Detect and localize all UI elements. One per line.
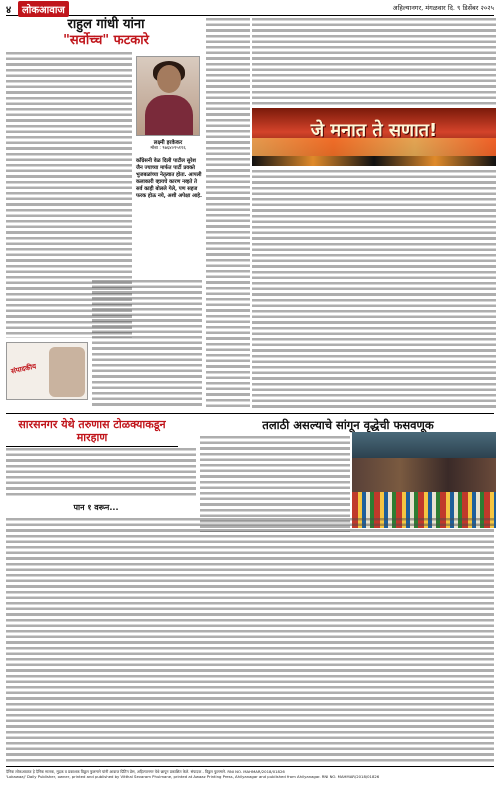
editorial-label: संपादकीय xyxy=(10,362,37,376)
footer-imprint xyxy=(6,766,494,779)
author-name: लक्ष्मी इरकेकर xyxy=(153,140,183,146)
lead-headline-line1: राहुल गांधी यांना xyxy=(67,17,145,32)
festival-banner xyxy=(252,108,496,156)
story2-headline: सारसनगर येथे तरुणास टोळक्याकडून मारहाण xyxy=(6,418,178,447)
right-lower-text-lines xyxy=(252,170,496,410)
banner-text: जे मनात ते सणात! xyxy=(310,120,438,141)
footer-line-english: 'Lokawaaj' Daily Publisher, owner, printed and published by Vitthal Sevaram Phulmane, printed at Awaaz Printing Press, Ahilyanagar and published from Ahilyanagar. RNI NO. MAHMAR/2018/01826 xyxy=(6,774,380,779)
masthead xyxy=(6,2,494,16)
footer-line-marathi: दैनिक लोकआवाज हे दैनिक मालक, मुद्रक व प्रकाशक विठ्ठल फुलमाने यांनी आवाज प्रिंटिंग प्रेस, अहिल्यानगर येथे छापून प्रकाशित केले. संपादक - विठ्ठल फुलमाने. RNI NO. MAHMAR/2018/01826 xyxy=(6,769,285,774)
middle-column-text-lines xyxy=(206,18,250,408)
author-photo xyxy=(136,56,200,136)
right-lower-text xyxy=(252,170,496,410)
lead-story-body-2 xyxy=(92,280,202,406)
page-number: ४ xyxy=(6,5,12,16)
right-top-text-lines xyxy=(252,18,496,106)
pull-quote: काँग्रेसनी वेळ दिली पाटील सुरेश जैन ज्याच्या मार्फत पार्टी प्रवक्ते भुजबळांच्या नेतृत्वात होता. आपली कलाकारी व्हायचे कारण नव्हते ते सर्व काही बोलले गेले, पण सहज फरक होऊ नये, अशी अपेक्षा आहे. xyxy=(136,158,202,199)
lead-headline-line2: "सर्वोच्च" फटकारे xyxy=(63,33,149,48)
banner-strip xyxy=(252,156,496,166)
continued-label: पान १ वरून... xyxy=(73,503,119,512)
story3-headline: तलाठी असल्याचे सांगून वृद्धेची फसवणूक xyxy=(262,418,434,432)
author-mobile: मोबा : ९७६४०९५११६ xyxy=(150,146,186,151)
lead-body-2-text-lines xyxy=(92,280,202,406)
right-top-text xyxy=(252,18,496,106)
lower-text-block xyxy=(6,518,494,762)
lead-headline xyxy=(6,17,206,49)
newspaper-logo: लोकआवाज xyxy=(18,1,69,17)
middle-column-text xyxy=(206,18,250,408)
editor-figure xyxy=(49,347,85,397)
story2-text-lines xyxy=(6,448,196,498)
story2-body xyxy=(6,448,196,498)
editorial-box xyxy=(6,342,88,400)
continued-box xyxy=(6,502,186,516)
section-divider xyxy=(6,413,494,414)
place-date: अहिल्यानगर, मंगळवार दि. ९ डिसेंबर २०२५ xyxy=(392,4,494,12)
lower-text-lines xyxy=(6,518,494,762)
story3-photo xyxy=(352,432,496,528)
